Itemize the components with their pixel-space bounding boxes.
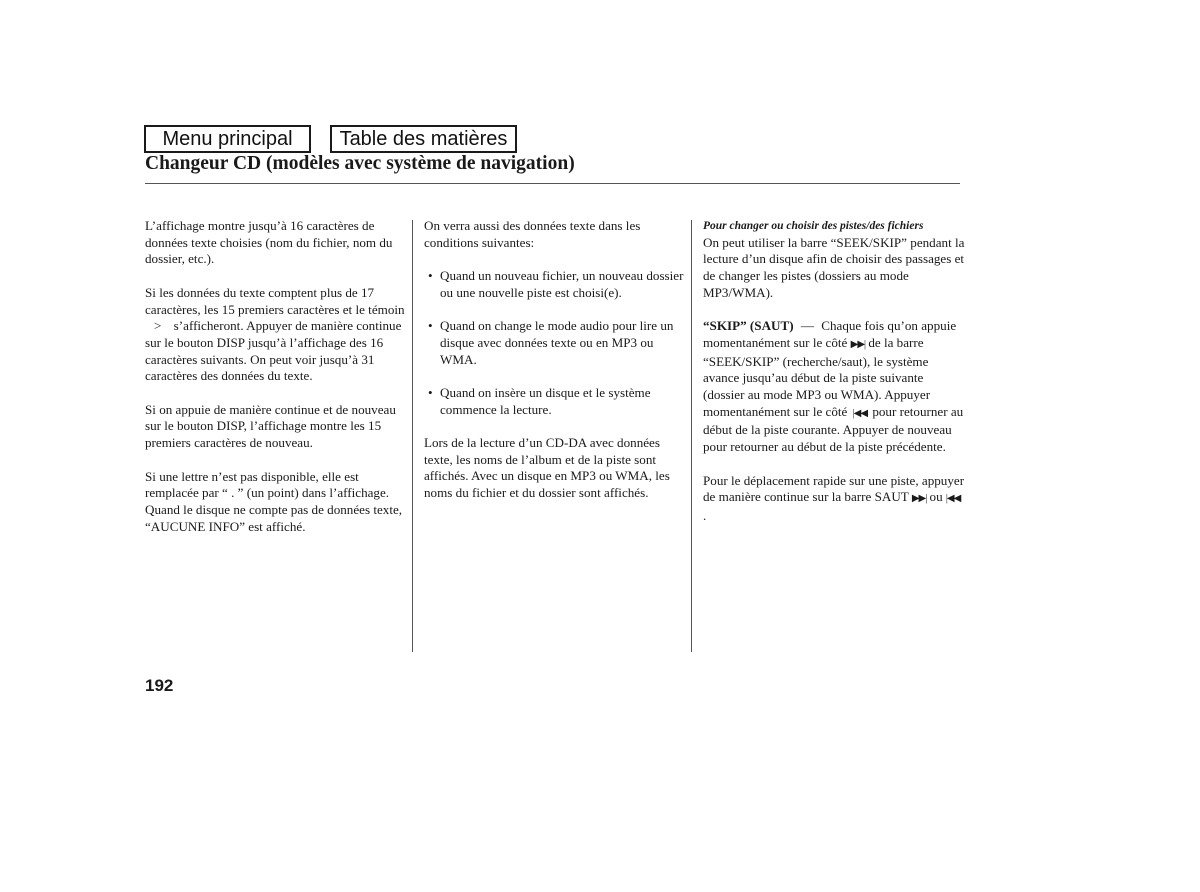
title-divider [145, 183, 960, 184]
paragraph: Si une lettre n’est pas disponible, elle est remplacée par “ . ” (un point) dans l’affichage. Quand le disque ne compte pas de données texte, “AUCUNE INFO” est affiché. [145, 468, 403, 534]
paragraph-text: ou [929, 489, 943, 505]
skip-label: “SKIP” (SAUT) [703, 318, 794, 334]
list-item-text: Quand on insère un disque et le système commence la lecture. [440, 384, 651, 417]
skip-next-icon: ▶▶| [911, 493, 927, 505]
list-item-text: Quand on change le mode audio pour lire un disque avec données texte ou en MP3 ou WMA. [440, 318, 674, 367]
menu-principal-button[interactable]: Menu principal [144, 125, 311, 153]
list-item [424, 268, 686, 301]
page-title: Changeur CD (modèles avec système de navigation) [145, 153, 575, 174]
paragraph [703, 318, 965, 456]
skip-next-icon: ▶▶| [850, 338, 866, 350]
list-item-text: Quand un nouveau fichier, un nouveau dossier ou une nouvelle piste est choisi(e). [440, 268, 684, 300]
table-des-matieres-button[interactable]: Table des matières [330, 125, 517, 153]
page-number: 192 [145, 676, 174, 695]
column-3 [703, 218, 965, 541]
paragraph-text: pour retourner au début de la piste courante. Appuyer de nouveau pour retourner au début de la piste précédente. [703, 403, 964, 455]
bullet-icon: • [428, 384, 433, 400]
paragraph: On peut utiliser la barre “SEEK/SKIP” pendant la lecture d’un disque afin de choisir des passages et de changer les pistes (dossiers au mode MP3/WMA). [703, 234, 965, 300]
skip-previous-icon: |◀◀ [945, 493, 961, 505]
column-divider-1 [412, 220, 413, 652]
paragraph: Lors de la lecture d’un CD-DA avec données texte, les noms de l’album et de la piste sont affichés. Avec un disque en MP3 ou WMA, les noms du fichier et du dossier sont affichés. [424, 435, 670, 501]
dash: — [800, 318, 814, 334]
bullet-icon: • [428, 268, 433, 284]
paragraph-text: . [703, 507, 707, 523]
bullet-icon: • [428, 318, 433, 334]
paragraph-text: Chaque fois qu’on appuie momentanément sur le côté [703, 318, 957, 350]
column-divider-2 [691, 220, 692, 652]
paragraph: Si on appuie de manière continue et de nouveau sur le bouton DISP, l’affichage montre les 15 premiers caractères de nouveau. [145, 401, 396, 451]
paragraph-text: Pour le déplacement rapide sur une piste, appuyer de manière continue sur la barre SAUT [703, 472, 965, 505]
column-1 [145, 218, 407, 552]
paragraph: On verra aussi des données texte dans les conditions suivantes: [424, 218, 641, 250]
indicator-glyph: > [154, 318, 162, 334]
paragraph: L’affichage montre jusqu’à 16 caractères de données texte choisies (nom du fichier, nom du dossier, etc.). [145, 218, 393, 267]
paragraph [145, 285, 407, 385]
paragraph-text: s’afficheront. Appuyer de manière continue sur le bouton DISP jusqu’à l’affichage des 16 caractères suivants. On peut voir jusqu’à 31 caractères des données du texte. [145, 318, 402, 384]
column-2 [424, 218, 686, 519]
paragraph [703, 473, 965, 525]
paragraph-text: Si les données du texte comptent plus de 17 caractères, les 15 premiers caractères et le témoin [145, 284, 405, 317]
list-item [424, 385, 686, 418]
paragraph-text: de la barre “SEEK/SKIP” (recherche/saut), le système avance jusqu’au début de la piste suivante (dossier au mode MP3 ou WMA). Appuyer momentanément sur le côté [703, 334, 931, 419]
skip-previous-icon: |◀◀ [852, 407, 868, 419]
subheading: Pour changer ou choisir des pistes/des fichiers [703, 220, 924, 232]
list-item [424, 318, 686, 368]
